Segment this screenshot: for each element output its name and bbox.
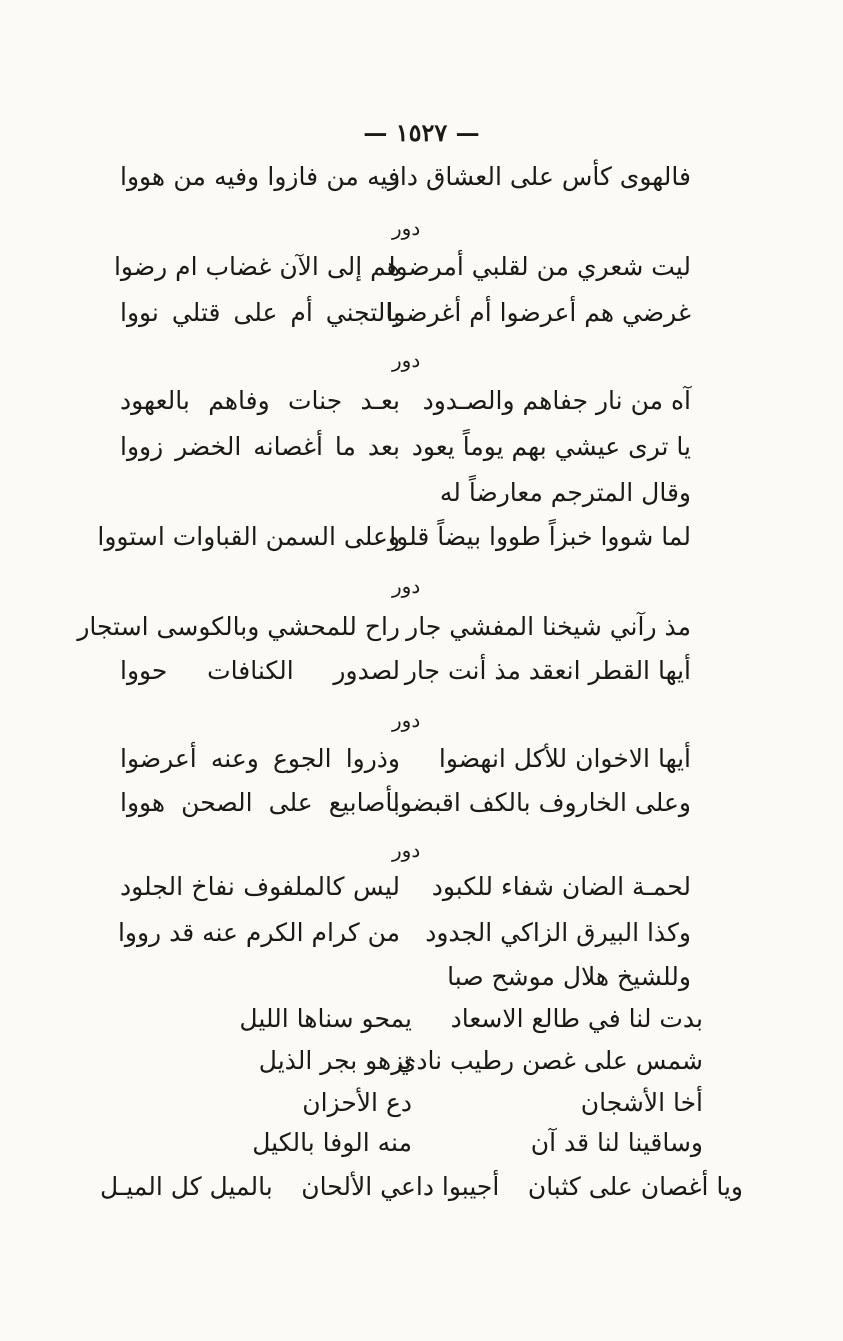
muwashshah-first-part: شمس على غصن رطيب نادي <box>396 1046 703 1075</box>
verse-second-hemistich: وعلى السمن القباوات استووا <box>97 522 400 551</box>
verse-second-hemistich: بعد ما أغصانه الخضر زووا <box>120 432 400 461</box>
prose-line: وقال المترجم معارضاً له <box>439 478 691 507</box>
verse-second-hemistich: فيه من فازوا وفيه من هووا <box>120 162 400 191</box>
verse-first-hemistich: ليت شعري من لقلبي أمرضوا <box>388 252 691 281</box>
verse-first-hemistich: وعلى الخاروف بالكف اقبضوا <box>392 788 691 817</box>
section-heading-dawr: دور <box>392 838 421 862</box>
verse-second-hemistich: لصدور الكنافات حووا <box>120 656 400 685</box>
muwashshah-second-part: دع الأحزان <box>302 1088 412 1117</box>
page-number: — ١٥٢٧ — <box>363 118 480 147</box>
verse-second-hemistich: هم إلى الآن غضاب ام رضوا <box>113 252 400 281</box>
verse-second-hemistich: وذروا الجوع وعنه أعرضوا <box>120 744 400 773</box>
section-heading-dawr: دور <box>392 574 421 598</box>
verse-first-hemistich: آه من نار جفاهم والصـدود <box>422 386 691 415</box>
last-line <box>100 1170 743 1204</box>
verse-first-hemistich: لما شووا خبزاً طووا بيضاً قلوا <box>389 522 691 551</box>
muwashshah-second-part: تزهو بجر الذيل <box>258 1046 412 1075</box>
prose-line: وللشيخ هلال موشح صبا <box>447 962 691 991</box>
verse-first-hemistich: أيها القطر انعقد مذ أنت جار <box>404 656 691 685</box>
verse-first-hemistich: أيها الاخوان للأكل انهضوا <box>438 744 691 773</box>
verse-second-hemistich: بعـد جنات وفاهم بالعهود <box>120 386 400 415</box>
verse-second-hemistich: بالتجني أم على قتلي نووا <box>120 298 400 327</box>
last-line-part-1: ويا أغصان على كثبان <box>527 1172 743 1201</box>
muwashshah-second-part: يمحو سناها الليل <box>239 1004 412 1033</box>
verse-second-hemistich: ليس كالملفوف نفاخ الجلود <box>120 872 400 901</box>
muwashshah-first-part: بدت لنا في طالع الاسعاد <box>450 1004 703 1033</box>
verse-second-hemistich: من كرام الكرم عنه قد رووا <box>117 918 400 947</box>
verse-first-hemistich: يا ترى عيشي بهم يوماً يعود <box>411 432 691 461</box>
last-line-part-3: بالميل كل الميـل <box>100 1172 273 1201</box>
verse-second-hemistich: راح للمحشي وبالكوسى استجار <box>77 612 400 641</box>
verse-first-hemistich: وكذا البيرق الزاكي الجدود <box>425 918 691 947</box>
verse-second-hemistich: بأصابيع على الصحن هووا <box>120 788 400 817</box>
section-heading-dawr: دور <box>392 216 421 240</box>
verse-first-hemistich: غرضي هم أعرضوا أم أغرضوا <box>386 298 691 327</box>
verse-first-hemistich: فالهوى كأس على العشاق دار <box>387 162 691 191</box>
muwashshah-second-part: منه الوفا بالكيل <box>252 1128 412 1157</box>
muwashshah-first-part: وساقينا لنا قد آن <box>530 1128 703 1157</box>
muwashshah-first-part: أخا الأشجان <box>580 1088 703 1117</box>
verse-first-hemistich: مذ رآني شيخنا المفشي جار <box>406 612 691 641</box>
section-heading-dawr: دور <box>392 348 421 372</box>
section-heading-dawr: دور <box>392 708 421 732</box>
last-line-part-2: أجيبوا داعي الألحان <box>301 1172 500 1201</box>
verse-first-hemistich: لحمـة الضان شفاء للكبود <box>431 872 691 901</box>
